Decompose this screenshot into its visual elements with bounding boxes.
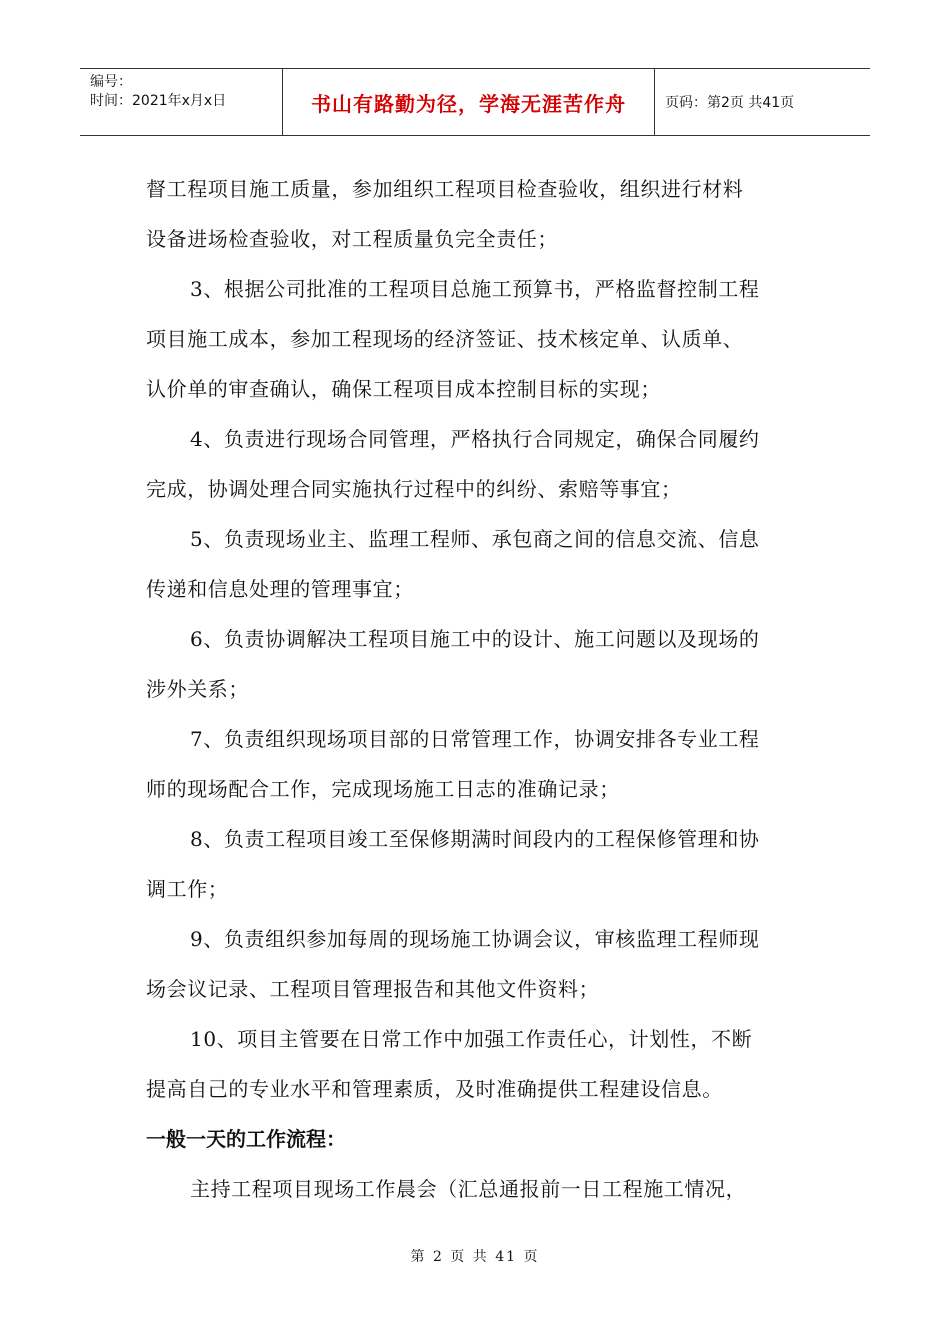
text-line: 场会议记录、工程项目管理报告和其他文件资料； xyxy=(146,977,600,1001)
page-header xyxy=(80,68,870,136)
text-line: 完成，协调处理合同实施执行过程中的纠纷、索赔等事宜； xyxy=(146,477,682,501)
document-date: 时间：2021年x月x日 xyxy=(90,93,227,109)
list-item xyxy=(146,814,808,914)
text-line: 5、负责现场业主、监理工程师、承包商之间的信息交流、信息 xyxy=(190,527,760,551)
text-line: 8、负责工程项目竣工至保修期满时间段内的工程保修管理和协 xyxy=(190,827,760,851)
text-line: 设备进场检查验收，对工程质量负完全责任； xyxy=(146,227,558,251)
list-item xyxy=(146,714,808,814)
text-line: 项目施工成本，参加工程现场的经济签证、技术核定单、认质单、 xyxy=(146,327,744,351)
document-body xyxy=(146,164,808,1214)
text-line: 调工作； xyxy=(146,877,229,901)
text-line: 师的现场配合工作，完成现场施工日志的准确记录； xyxy=(146,777,620,801)
text-line: 涉外关系； xyxy=(146,677,249,701)
header-page-info: 页码：第2页 共41页 xyxy=(665,95,795,111)
list-item xyxy=(146,1014,808,1114)
document-number-label: 编号： xyxy=(90,74,132,90)
continuation-paragraph xyxy=(146,164,808,264)
text-line: 7、负责组织现场项目部的日常管理工作，协调安排各专业工程 xyxy=(190,727,760,751)
text-line: 主持工程项目现场工作晨会（汇总通报前一日工程施工情况， xyxy=(190,1177,747,1201)
header-meta xyxy=(80,69,283,135)
text-line: 认价单的审查确认，确保工程项目成本控制目标的实现； xyxy=(146,377,661,401)
text-line: 3、根据公司批准的工程项目总施工预算书，严格监督控制工程 xyxy=(190,277,760,301)
list-item xyxy=(146,414,808,514)
list-item xyxy=(146,614,808,714)
text-line: 提高自己的专业水平和管理素质，及时准确提供工程建设信息。 xyxy=(146,1077,723,1101)
text-line: 9、负责组织参加每周的现场施工协调会议，审核监理工程师现 xyxy=(190,927,760,951)
text-line: 4、负责进行现场合同管理，严格执行合同规定，确保合同履约 xyxy=(190,427,760,451)
text-line: 督工程项目施工质量，参加组织工程项目检查验收，组织进行材料 xyxy=(146,177,744,201)
list-item xyxy=(146,914,808,1014)
text-line: 10、项目主管要在日常工作中加强工作责任心，计划性，不断 xyxy=(190,1027,753,1051)
text-line: 6、负责协调解决工程项目施工中的设计、施工问题以及现场的 xyxy=(190,627,760,651)
header-motto: 书山有路勤为径，学海无涯苦作舟 xyxy=(283,69,655,135)
list-item xyxy=(146,264,808,414)
page-footer: 第 2 页 共 41 页 xyxy=(410,1249,540,1265)
list-item xyxy=(146,514,808,614)
text-line: 传递和信息处理的管理事宜； xyxy=(146,577,414,601)
section-heading: 一般一天的工作流程： xyxy=(146,1127,346,1151)
last-paragraph xyxy=(146,1164,808,1214)
